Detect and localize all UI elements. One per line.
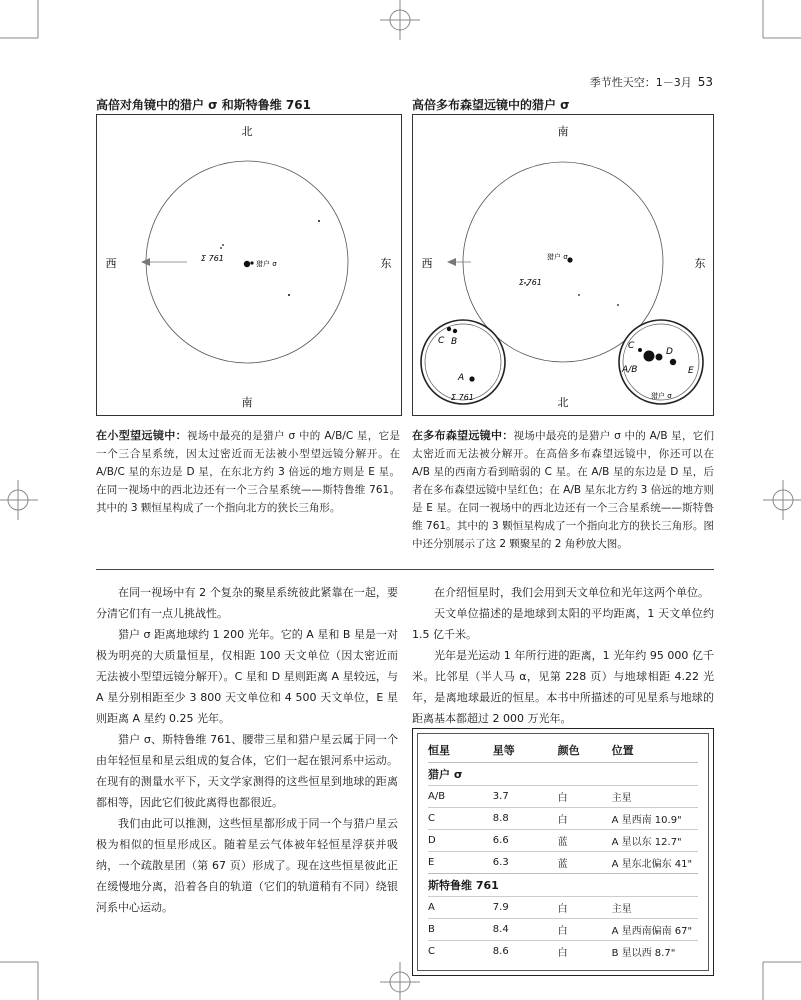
cell-position: A 星西南 10.9" <box>612 808 698 830</box>
group-name: 猎户 σ <box>428 763 698 786</box>
star-sigma-e <box>318 220 320 222</box>
caption-right <box>412 427 714 553</box>
cell-magnitude: 8.4 <box>493 919 558 941</box>
body-left-column <box>96 582 398 918</box>
cell-magnitude: 3.7 <box>493 786 558 808</box>
cell-star: B <box>428 919 493 941</box>
table-group-row <box>428 763 698 786</box>
figure-right-title: 高倍多布森望远镜中的猎户 σ <box>412 98 570 112</box>
label-struve-761: Σ 761 <box>519 278 542 287</box>
cell-position: 主星 <box>612 897 698 919</box>
star-struve-b <box>220 247 222 249</box>
body-right-column <box>412 582 714 729</box>
inset-label-d: D <box>666 347 673 357</box>
section-divider <box>96 569 714 570</box>
star-field <box>578 294 580 296</box>
running-header <box>590 74 713 90</box>
figure-right-panel <box>412 114 714 416</box>
caption-right-text: 视场中最亮的是猎户 σ 中的 A/B 星，它们太密近而无法被分解开。在高倍多布森望远镜中，你还可以在 A/B 星的西南方看到暗弱的 C 星。在 A/B 星的东边是 D 星，后者在多布森望远镜中呈红色；在 A/B 星东北方约 3 倍远的地方则是 E 星。在同一视场中的西北边还有一个三合星系统——斯特鲁维 761。其中的 3 颗恒星构成了一个指向北方的狭长三角形。图中还分别展示了这 2 颗聚星的 2 角秒放大图。 <box>412 430 715 550</box>
star-struve-a <box>222 244 224 246</box>
caption-right-lead: 在多布森望远镜中： <box>412 429 514 442</box>
label-east: 东 <box>380 257 392 270</box>
figure-left-title: 高倍对角镜中的猎户 σ 和斯特鲁维 761 <box>96 98 311 112</box>
cell-star: C <box>428 941 493 963</box>
star-sigma-ab <box>567 257 572 262</box>
cell-color: 白 <box>558 897 612 919</box>
cell-position: A 星以东 12.7" <box>612 830 698 852</box>
caption-left <box>96 427 400 517</box>
label-struve-761: Σ 761 <box>201 254 224 263</box>
cell-position: 主星 <box>612 786 698 808</box>
label-south: 南 <box>241 396 253 409</box>
caption-left-text: 视场中最亮的是猎户 σ 中的 A/B/C 星，它是一个三合星系统，因太过密近而无法被小型望远镜分解开。在 A/B/C 星的东边是 D 星，在东北方约 3 倍远的地方则是 E 星。在同一视场中的西北边还有一个三合星系统——斯特鲁维 761。其中的 3 颗恒星构成了一个指向北方的狭长三角形。 <box>96 430 400 514</box>
table-row <box>428 897 698 919</box>
cell-color: 蓝 <box>558 830 612 852</box>
inset-label-e: E <box>688 366 694 376</box>
inset-label-c: C <box>628 341 635 351</box>
table-row <box>428 830 698 852</box>
paragraph: 天文单位描述的是地球到太阳的平均距离，1 天文单位约 1.5 亿千米。 <box>412 607 714 641</box>
inset-star-b <box>453 329 457 333</box>
star-sigma-ab <box>244 261 250 267</box>
inset-label-b: B <box>451 337 458 347</box>
paragraph: 我们由此可以推测，这些恒星都形成于同一个与猎户星云极为相似的恒星形成区。随着星云气体被年轻恒星浮获并吸纳，一个疏散星团（第 67 页）形成了。现在这些恒星彼此正在缓慢地分离，沿着各自的轨道（它们的轨道稍有不同）绕银河系中心运动。 <box>96 817 398 914</box>
table-row <box>428 786 698 808</box>
cell-position: A 星东北偏东 41" <box>612 852 698 874</box>
eyepiece-view-left <box>97 115 401 415</box>
cell-star: A/B <box>428 786 493 808</box>
inset-star-c <box>638 348 642 352</box>
cell-star: E <box>428 852 493 874</box>
inset-star-d <box>656 354 663 361</box>
running-title: 季节性天空：1－3月 <box>589 76 692 89</box>
cell-star: A <box>428 897 493 919</box>
paragraph: 猎户 σ 距离地球约 1 200 光年。它的 A 星和 B 星是一对极为明亮的大质量恒星，仅相距 100 天文单位（因太密近而无法被小型望远镜分解开）。C 星和 D 星则距离 A 星较远，与 A 星分别相距至少 3 800 天文单位和 4 500 天文单位，E 星则距离 A 星约 0.25 光年。 <box>96 628 398 725</box>
label-west: 西 <box>421 257 433 270</box>
col-header-star: 恒星 <box>428 744 450 757</box>
eyepiece-view-right <box>413 115 713 415</box>
cell-position: A 星西南偏南 67" <box>612 919 698 941</box>
star-sigma-d <box>250 261 253 264</box>
figure-left-panel <box>96 114 402 416</box>
label-west: 西 <box>105 257 117 270</box>
paragraph: 猎户 σ、斯特鲁维 761、腰带三星和猎户星云属于同一个由年轻恒星和星云组成的复合体，它们一起在银河系中运动。在现有的测量水平下，天文学家测得的这些恒星到地球的距离都相等，因此它们彼此离得也都很近。 <box>96 733 398 809</box>
cell-magnitude: 8.8 <box>493 808 558 830</box>
cell-star: C <box>428 808 493 830</box>
star-table-body <box>428 763 698 963</box>
cell-color: 白 <box>558 941 612 963</box>
cell-color: 白 <box>558 808 612 830</box>
paragraph: 在同一视场中有 2 个复杂的聚星系统彼此紧靠在一起，要分清它们有一点儿挑战性。 <box>96 586 398 620</box>
col-header-position: 位置 <box>611 744 634 757</box>
table-row <box>428 852 698 874</box>
star-table-box <box>412 728 714 976</box>
table-row <box>428 808 698 830</box>
cell-magnitude: 6.3 <box>493 852 558 874</box>
col-header-color: 颜色 <box>557 744 580 757</box>
star-field-2 <box>617 304 619 306</box>
page-number: 53 <box>697 75 713 89</box>
cell-position: B 星以西 8.7" <box>612 941 698 963</box>
west-arrowhead <box>141 258 150 266</box>
table-row <box>428 919 698 941</box>
inset-label-ab: A/B <box>622 365 638 375</box>
table-group-row <box>428 874 698 897</box>
paragraph: 在介绍恒星时，我们会用到天文单位和光年这两个单位。 <box>434 586 709 599</box>
label-east: 东 <box>694 257 706 270</box>
cell-color: 白 <box>558 786 612 808</box>
paragraph: 光年是光运动 1 年所行进的距离，1 光年约 95 000 亿千米。比邻星（半人马 α，见第 228 页）与地球相距 4.22 光年，是离地球最近的恒星。本书中所描述的可见星系与地球的距离基本都超过 2 000 万光年。 <box>412 649 714 725</box>
cell-magnitude: 6.6 <box>493 830 558 852</box>
inset-label-a: A <box>458 373 465 383</box>
label-north: 北 <box>557 396 569 409</box>
inset-star-c <box>447 327 451 331</box>
inset-star-e <box>670 359 676 365</box>
cell-color: 蓝 <box>558 852 612 874</box>
inset-star-ab <box>644 351 655 362</box>
cell-color: 白 <box>558 919 612 941</box>
group-name: 斯特鲁维 761 <box>428 874 698 897</box>
inset-label-struve: Σ 761 <box>451 393 474 402</box>
cell-magnitude: 8.6 <box>493 941 558 963</box>
cell-magnitude: 7.9 <box>493 897 558 919</box>
inset-star-a <box>469 376 474 381</box>
col-header-magnitude: 星等 <box>492 744 515 757</box>
star-field <box>288 294 290 296</box>
label-orion-sigma: 猎户 σ <box>547 253 568 261</box>
inset-struve-761 <box>421 320 505 404</box>
table-row <box>428 941 698 963</box>
label-orion-sigma: 猎户 σ <box>256 260 277 268</box>
star-table <box>428 740 698 962</box>
cell-star: D <box>428 830 493 852</box>
label-south: 南 <box>557 125 569 138</box>
caption-left-lead: 在小型望远镜中： <box>96 429 187 442</box>
west-arrowhead <box>447 258 456 266</box>
inset-label-sigma: 猎户 σ <box>651 392 672 400</box>
inset-label-c: C <box>438 336 445 346</box>
label-north: 北 <box>241 125 253 138</box>
